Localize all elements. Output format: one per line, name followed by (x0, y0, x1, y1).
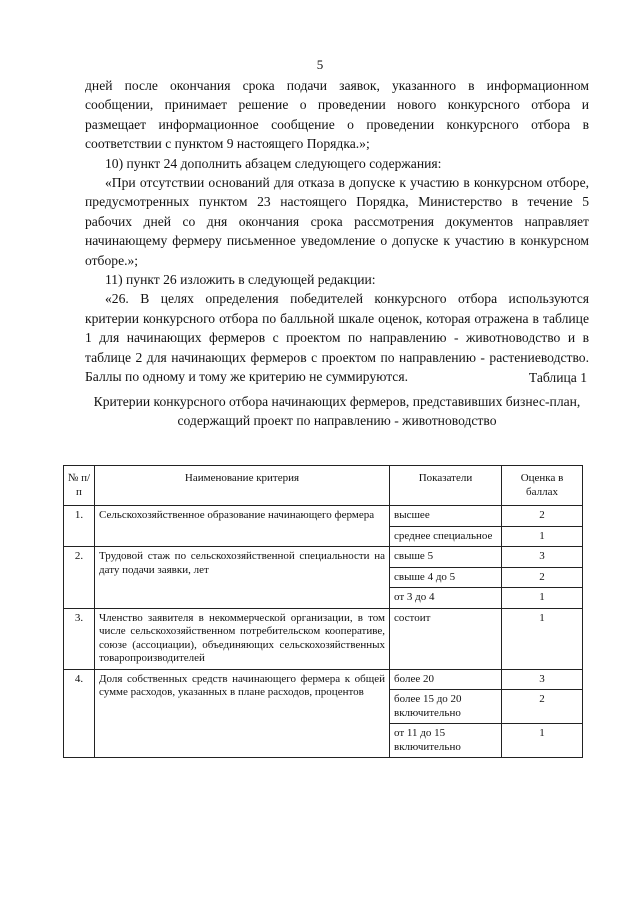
score: 1 (502, 724, 583, 758)
paragraph-continuation: дней после окончания срока подачи заявок, указанного в информационном сообщении, принимает решение о проведении нового конкурсного отбора и размещает информационное сообщение о проведении конкурсного отбора в соответствии с пунктом 9 настоящего Порядка.»; (85, 78, 589, 152)
score: 2 (502, 690, 583, 724)
paragraph-item-26: «26. В целях определения победителей конкурсного отбора используются критерии конкурсного отбора по балльной шкале оценок, которая отражена в таблице 1 для начинающих фермеров с проектом по направлению - животноводство и в таблице 2 для начинающих фермеров с проектом по направлению - растениеводство. Баллы по одному и тому же критерию не суммируются. (85, 291, 589, 385)
table-row (64, 506, 583, 527)
criterion-name: Доля собственных средств начинающего фермера к общей сумме расходов, указанных в плане расходов, процентов (95, 669, 390, 758)
table-row (64, 608, 583, 669)
page-number: 5 (316, 57, 324, 72)
header-num: № п/п (64, 466, 95, 506)
row-num: 3. (64, 608, 95, 669)
indicator: свыше 4 до 5 (390, 567, 502, 588)
table-caption: Критерии конкурсного отбора начинающих фермеров, представивших бизнес-план, содержащий проект по направлению - животноводство (93, 394, 581, 428)
indicator: состоит (390, 608, 502, 669)
indicator: более 20 (390, 669, 502, 690)
indicator: от 3 до 4 (390, 588, 502, 609)
indicator: среднее специальное (390, 526, 502, 547)
table-row (64, 669, 583, 690)
indicator: высшее (390, 506, 502, 527)
score: 2 (502, 506, 583, 527)
score: 3 (502, 669, 583, 690)
header-score: Оценка в баллах (502, 466, 583, 506)
criterion-name: Трудовой стаж по сельскохозяйственной специальности на дату подачи заявки, лет (95, 547, 390, 609)
criterion-name: Сельскохозяйственное образование начинающего фермера (95, 506, 390, 547)
row-num: 2. (64, 547, 95, 609)
table-label: Таблица 1 (528, 370, 587, 385)
score: 1 (502, 608, 583, 669)
indicator: более 15 до 20 включительно (390, 690, 502, 724)
header-indicators: Показатели (390, 466, 502, 506)
paragraph-item-11: 11) пункт 26 изложить в следующей редакции: (105, 272, 376, 288)
score: 1 (502, 588, 583, 609)
paragraph-item-10-text: «При отсутствии оснований для отказа в допуске к участию в конкурсном отборе, предусмотренных пунктом 23 настоящего Порядка, Министерство в течение 5 рабочих дней со дня окончания срока рассмотрения документов направляет начинающему фермеру письменное уведомление о допуске к участию в конкурсном отборе.»; (85, 175, 589, 268)
header-name: Наименование критерия (95, 466, 390, 506)
row-num: 4. (64, 669, 95, 758)
criterion-name: Членство заявителя в некоммерческой организации, в том числе сельскохозяйственном потребительском кооперативе, союзе (ассоциации), объединяющих сельскохозяйственных товаропроизводителей (95, 608, 390, 669)
body-text (85, 76, 589, 387)
table-row (64, 547, 583, 568)
indicator: от 11 до 15 включительно (390, 724, 502, 758)
score: 3 (502, 547, 583, 568)
score: 2 (502, 567, 583, 588)
indicator: свыше 5 (390, 547, 502, 568)
criteria-table (63, 465, 583, 758)
score: 1 (502, 526, 583, 547)
row-num: 1. (64, 506, 95, 547)
table-header-row (64, 466, 583, 506)
paragraph-item-10: 10) пункт 24 дополнить абзацем следующего содержания: (105, 155, 442, 171)
